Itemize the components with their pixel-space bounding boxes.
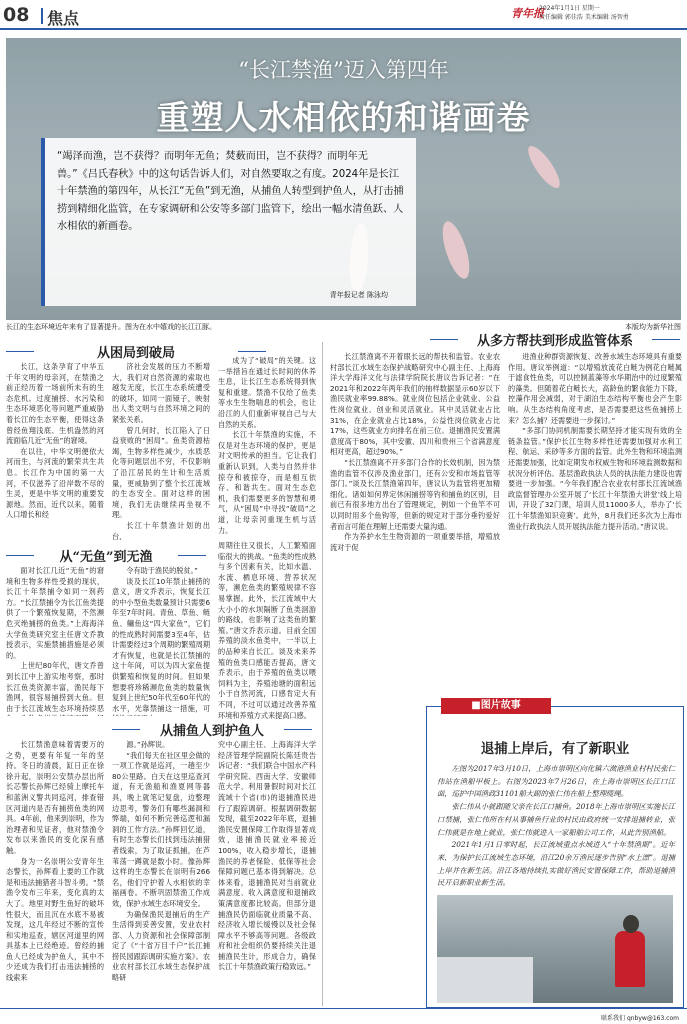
edition-editors: 责任编辑 郭佳浩 美术编辑 汤智勇: [539, 14, 629, 21]
article-column: 长江禁渔离不开着眼长远的帮扶和监管。农业农村部长江水域生态保护战略研究中心副主任、上海海洋大学海洋文化与法律学院院长唐议告诉记者：“在2021年和2022年两年我们的抽样数据显示60岁以下渔民就业率99.88%。就业岗位包括企业就业、公益性岗位就业、创业和灵活就业。其中灵活就业占比31%，在企业就业占比18%，公益性岗位就业占比17%，这些就业方向排名在前三位。退捕渔民安置满意度高于80%，其中安徽、四川和贵州三个省满意度相对更高，超过90%。” “长江禁渔离不开多部门合作的长效机制，因为禁渔的监管不仅涉及渔业部门，还有公安和市场监管等部门。”谈及长江禁渔第四年，唐议认为监管将更加精细化。诸如如何界定休闲捕捞等钓和捕鱼的区别，目前已有很多地方出台了管理规定，例如一个鱼竿不可以同时用多个鱼钩等，但新的规定对于部分垂钓爱好者而言可能在理解上还需要大量沟通。 作为养护水生生物资源的一项重要举措，增殖放流对于促: [330, 352, 500, 552]
byline: 青年报记者 陈泳均: [329, 291, 388, 299]
person-head-shape: [623, 915, 639, 933]
edition-info: [539, 4, 629, 22]
article-column: 济社会发展的压力不断增大，我们对自然资源的索取也越发无度，长江生态系统遭受的破坏，如同一面镜子，映射出人类文明与自然环境之间的紧张关系。 曾几何时，长江陷入了日益衰败的“困局”。鱼类资源枯竭，生物多样性减少，水质恶化等问题层出不穷，不仅影响了沿江居民的生计和生活质量，更威胁到了整个长江流域的生态安全。面对这样的困境，我们无法继续再坐视不理。 长江十年禁渔计划的出台，: [112, 362, 210, 540]
dolphin-shape: [523, 142, 565, 192]
section-divider: [41, 8, 43, 24]
article-column: 长江，这条孕育了中华五千年文明的母亲河，在禁渔之前正经历着一场前所未有的生态危机。过度捕捞、水污染和生态环境恶化等问题严重威胁着长江的生态平衡，使得这条曾经鱼翔浅底、生机盎然的河流面临几近“无鱼”的窘境。 在以往，中华文明便依大河而生，与河流的繁荣共生共息。长江作为中国的第一大河，不仅滋养了沿岸数不尽的生灵，更是中华文明的重要发源地。然而，近代以来，随着人口增长和经: [6, 362, 104, 520]
article-column: 进渔业种群资源恢复、改善水域生态环境具有重要作用。唐议举例道：“以增殖放流花白鲢为例花白鲢属于滤食性鱼类，可以控制蓝藻等水华期治中的过度繁殖的藻类。但随着花白鲢长大，高龄鱼的繁食能力下降，控藻作用会减弱，对于湖泊生态结构平衡也会产生影响。从生态结构角度考虑，是否需要把这些鱼捕捞上来？怎么捕？还需要进一步探讨。” “多部门协同机制需要长期坚持才能实现有效的全链条监管。”保护长江生物多样性还需要加强对水利工程、航运、采砂等多方面的监管。此外生物和环境监测还需要加强，比如定期发布权威生物和环境监测数据和状况分析评估。基层渔政执法人员的执法能力建设也需要进一步加强。“今年我们配合农业农村部长江流域渔政监督管理办公室开展了‘长江十年禁渔大讲堂’线上培训，开设了32门课，培训人员11000多人，举办了‘长江十年禁渔知识竞赛’。此外，8月我们还多次为上海市渔业行政执法人员开展执法能力提升活动。”唐议说。: [508, 352, 682, 531]
section-label: 焦点: [47, 9, 80, 28]
article-column: 究中心副主任、上海海洋大学经济管理学院副院长陈廷贵告诉记者：“我们联合中国水产科学研究院、西南大学、安徽师范大学、利用暑假时间对长江流域十个省(市)的退捕渔民进行了跟踪调研。根据调研数据发现，截至2022年年底，退捕渔民安置保障工作取得显著成效，退捕渔民就业率接近100%，收入稳步增长，退捕渔民的养老保险、低保等社会保障问题已基本得到解决。总体来看，退捕渔民对当前就业满意度、收入满意度和退捕政策满意度都比较高。但部分退捕渔民仍面临就业质量不高、经济收入增长缓慢以及社会保障水平不够高等问题。各级政府和社会组织仍要持续关注退捕渔民生计，形成合力，确保长江十年禁渔政策行稳致远。”: [218, 740, 316, 972]
photo-story-image: [437, 895, 673, 1003]
article-column: 面对长江几近“无鱼”的窘境和生物多样性受损的现状，长江十年禁捕令如同一剂药方。“长江禁捕令为长江鱼类提供了一个繁殖恢复期，不然濒危灭绝捕捞的鱼类。”上海海洋大学鱼类研究室主任唐文乔教授表示，实施禁捕措施是必须的。 上世纪80年代，唐文乔曾到长江中上游实地考察，那时长江鱼类资源丰富，渔民每下渔网，很容易捕捞到大鱼。但由于长江流域生态环境持续恶: [6, 566, 104, 713]
article-column: 长江禁渔意味着需要万的之势，更要有年复一年的坚持。冬日的清晨，缸日正在徐徐升起，崇明公安禁办层出所长芯警长孙辉已经骑上摩托车和蓝洲义警共同巡河，排查错区河道内是否有捕捞鱼类的网具。4年前，他来到崇明，作为治理者和见证者，他对禁渔令发布以来渔民的变化深有感触。 身为一名崇明公安青年生态警长，孙辉看上要的工作就是和违法捕猎者斗智斗勇。“禁渔令发布三年来，变化真的太大了。地里对野生鱼好的破坏性很大，而且沉在水底不易被发现，这几年经过不断的宣传和实地巡查，辖区河道里的网具基本上已经绝迹。曾经的捕鱼人已经成为护鱼人，其中不少还成为我们打击违法捕捞的线索来: [6, 740, 104, 983]
edition-date: 2024年1月1日 星期一: [539, 5, 600, 12]
footer-contact: 联系我们 qnbyw@163.com: [601, 1015, 679, 1022]
article-column: 周期往往又很长，人工繁殖面临很大的挑战。“鱼类的性成熟与多个因素有关，比如水温、水流、栖息环境、营养状况等，濒危鱼类的繁殖规律不容易掌握。此外，长江流域中大大小小的水坝隔断了鱼类洄游的路线，也影响了这类鱼的繁殖。”唐文乔表示道。目前全国养殖的淡水鱼类中，一半以上的品种来自长江。谈及未来养殖的鱼类口感能否提高，唐文乔表示，由于养殖的鱼类以喂饲料为主，养殖池塘的面积远小于自然河流，口感肯定大有不同，不过可以通过改善养殖环境和养殖方式来提高口感。: [218, 541, 316, 720]
article-column: 令有助于渔民的脱贫。” 谈及长江10年禁止捕捞的意义，唐文乔表示，恢复长江的中小型鱼类数量预计只需要6年至7年时间。青鱼、草鱼、鲢鱼、鳙鱼这“四大家鱼”，它们的性成熟时间需要3至4年，估计需要经过3个周期的繁殖周期才有恢复，也就是长江禁捕的这十年间，可以为四大家鱼提供繁殖和恢复的时间。但如果想要将珍稀濒危鱼类的数量恢复到上世纪50年代至60年代的水平，光靠禁捕这一措施，可: [112, 566, 210, 713]
dolphin-shape: [437, 218, 475, 281]
photo-story-tag: ■图片故事: [441, 698, 551, 714]
newspaper-logo: 青年报: [511, 7, 544, 20]
article-column: 成为了“破局”的关键。这一举措旨在通过长时间的休养生息，让长江生态系统得到恢复和重建。禁渔不仅给了鱼类等水生生物喘息的机会，也让沿江的人们重新审视自己与大自然的关系。 长江十年禁渔的实施，不仅是对生态环境的保护，更是对文明传承的担当。它让我们重新认识到，人类与自然并非掠夺和被掠夺，而是相互依存、和谐共生。面对生态危机，我们需要更多的智慧和勇气，从“困局”中寻找“破局”之道，让母亲河重现生机与活力。: [218, 356, 316, 535]
lead-box: [41, 138, 416, 306]
section-heading: 从多方帮扶到形成监管体系: [430, 330, 680, 348]
article-column: 源。”孙辉说。 “我们每天在社区里会做的一项工作就是巡河，一趟至少80公里路。白天在这里巡查河道，有无渔船和渔夏网等器具，晚上就笔记复盘，边整理边思考，警务们有哪些漏洞和弊端，如何不断完善巡逻和漏洞的工作方法。”孙辉回忆道，有时生态警长们找到违法捕猎者线索，为了取证抓捕，在芦苇荡一蹲就是数小时。像孙辉这样的生态警长在崇明有266名，他们守护着人水相依的幸福画卷。不断巩固禁渔工作成效，保护水域生态环境安全。 为确保渔民退捕后的生产生活得到妥善安置，安业农村部、人力资源和社会保障部制定了《“十省万目千户”长江捕捞民园跟踪调研实施方案》。农业农村部长江水域生态保护战略研: [112, 740, 210, 983]
photo-story-box: [426, 700, 684, 1008]
hero-headline: 重塑人水相依的和谐画卷: [156, 98, 531, 137]
boat-shape: [437, 957, 533, 1003]
caption-text: 长江的生态环境近年来有了显著提升。图为在水中嬉戏的长江江豚。: [6, 323, 216, 331]
section-heading: 从困局到破局: [6, 342, 266, 360]
hero-photo: [6, 38, 681, 320]
column-divider: [322, 342, 323, 1006]
person-shape: [615, 931, 645, 987]
photo-story-text: 左图为2017年3月10日，上海市崇明区向化镇六滧港渔业村村民张仁伟站在渔船甲板上。右图为2023年7月26日，在上海市崇明区长江口江面，巡护中国渔政31101船大副的张仁伟在船上整理缆绳。 张仁伟从小就跟随父亲在长江口捕鱼。2018年上海市崇明区实施长江口禁捕，张仁伟所在村从事捕鱼行业的村民由政府统一安排退捕转业，张仁伟就是在地上就业，张仁伟就进入一家船舶公司工作，从此告别渔船。 2021年1月1日零时起，长江流域重点水域进入“十年禁渔期”。近年来，为保护长江流域生态环境，沿江20余万渔民逐步告别“水上漂”。退捕上岸并在新生活。沿江各地持续扎实做好渔民安置保障工作，帮助退捕渔民开启新职业新生活。: [437, 764, 675, 888]
hero-kicker: “长江禁渔”迈入第四年: [238, 58, 449, 82]
photo-credit: 本版均为新华社图: [625, 323, 681, 331]
page-number: 08: [3, 4, 30, 26]
page-header: [0, 0, 687, 30]
section-heading: 从捕鱼人到护鱼人: [112, 720, 312, 738]
photo-story-title: 退捕上岸后，有了新职业: [480, 741, 630, 757]
lead-text: “竭泽而渔，岂不获得？而明年无鱼；焚薮而田，岂不获得？而明年无兽。”《吕氏春秋》中的这句话告诉人们，对自然要取之有度。2024年是长江十年禁渔的第四年，从长江“无鱼”到无渔，从捕鱼人转型到护鱼人，从打击捕捞到精细化监管，在专家调研和公安等多部门监管下，绘出一幅水清鱼跃、人水相依的新画卷。: [57, 151, 404, 232]
section-heading: 从“无鱼”到无渔: [6, 546, 206, 564]
page-footer: [0, 1008, 687, 1024]
